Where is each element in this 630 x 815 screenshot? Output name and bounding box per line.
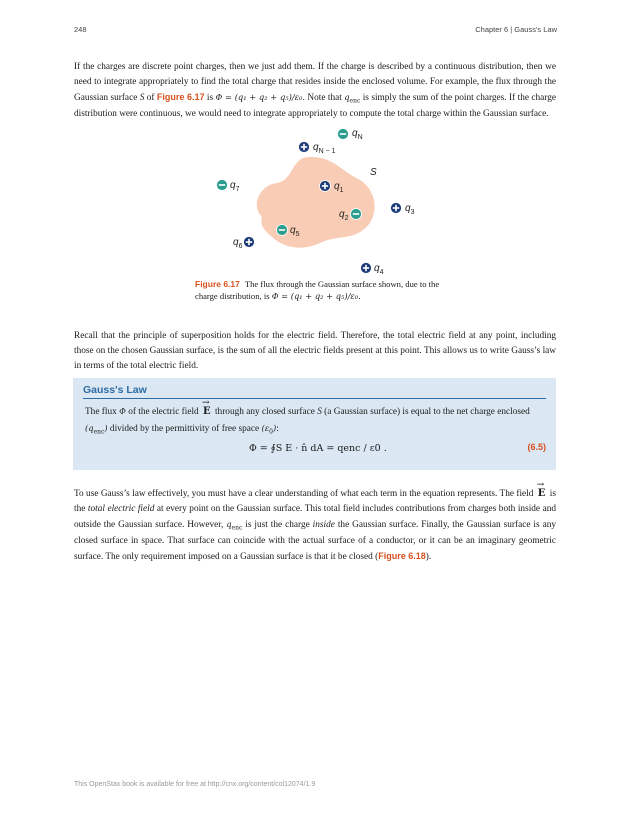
charge-q7-negative [217,180,228,191]
charge-index: 3 [410,209,415,216]
e-vector: → E [536,486,548,501]
charge-label-q2 [339,210,348,220]
box-text [85,404,545,437]
flux-expression: Φ = (q₁ + q₂ + q₅)/ε₀. [215,92,306,103]
charge-label-qn [352,129,363,139]
text: : [276,423,279,434]
qenc-sub: enc [93,428,105,436]
charge-qn-1-positive [299,142,310,153]
eps-e: (ε [261,422,270,433]
charge-q4-positive [361,263,372,274]
charge-index: N − 1 [318,148,336,155]
text: of the electric field [125,407,202,417]
text: divided by the permittivity of free space [107,423,262,434]
charge-symbol: q [230,180,236,191]
charge-q6-positive [244,237,255,248]
charge-symbol: q [352,128,358,139]
box-divider [83,398,546,399]
qenc-symbol [226,519,243,533]
paragraph-superposition: Recall that the principle of superposition holds for the electric field. Therefore, the total electric field at any point, including those on the chosen Gaussian surface, is the sum of all the electric fields present at this point. This allows us to write Gauss’s law in terms of the total electric field. [74,331,556,372]
charge-index: 5 [295,231,300,238]
gauss-law-box [73,378,556,470]
charge-qn-negative [338,129,349,140]
charge-symbol: q [290,225,296,236]
caption-text: The flux through the Gaussian surface shown, due to the charge distribution, is [195,279,440,301]
equation-number: (6.5) [527,442,546,452]
e-vector: → E [201,404,213,420]
text: (a Gaussian surface) is equal to the net charge enclosed [321,407,530,417]
var-s: S [317,407,322,417]
gaussian-surface [257,157,375,248]
paragraph-usage [74,486,556,565]
charge-label-q1 [334,182,343,192]
phi-symbol: Φ [119,406,126,416]
footer-note: This OpenStax book is available for free at http://cnx.org/content/col12074/1.9 [74,781,316,788]
charge-index: 1 [339,187,344,194]
text: The flux [85,407,120,417]
charge-symbol: q [405,203,411,214]
charge-symbol: q [374,263,380,274]
charge-symbol: q [233,237,239,248]
charge-index: N [357,134,363,141]
charge-label-q3 [405,204,414,214]
figure-6-17 [200,125,430,278]
box-title: Gauss's Law [83,384,147,396]
text: of [144,93,157,104]
figure-6-18-link[interactable]: Figure 6.18 [378,550,426,561]
charge-q1-positive [320,181,331,192]
eps-sub: 0 [269,428,273,436]
qenc-q: q [344,92,350,103]
paragraph-intro [74,60,556,122]
caption-expression: Φ = (q₁ + q₂ + q₅)/ε₀. [271,291,361,301]
eps-close: ) [273,422,277,433]
caption-label: Figure 6.17 [195,279,240,289]
charge-symbol: q [339,209,345,220]
text: through any closed surface [212,407,318,417]
charge-symbol: q [313,142,319,153]
qenc-q: q [226,519,232,530]
gauss-equation: Φ = ∮S E · n̂ dA = qenc / ε0 . [249,443,387,454]
charge-index: 7 [235,186,240,193]
charge-q5-negative [277,225,288,236]
charge-index: 4 [379,269,384,276]
charge-index: 2 [344,215,349,222]
emphasis: total electric field [87,504,155,515]
page-number: 248 [74,25,87,34]
qenc-sub: enc [349,98,361,106]
chapter-title: Chapter 6 | Gauss's Law [475,25,557,34]
text: is simply the sum of the point charges. If the charge distribution were continuous, we would need to integrate appropriately to compute the total charge within the Gaussian surface. [74,93,556,119]
qenc-symbol [344,92,361,106]
charge-index: 6 [238,243,243,250]
figure-caption [195,278,445,302]
text: ). [425,551,432,562]
charge-label-q7 [230,181,239,191]
emphasis: inside [312,520,335,531]
epsilon-symbol [261,422,277,436]
charge-label-q5 [290,226,299,236]
qenc-sub: enc [231,525,243,533]
text: the Gaussian surface. Finally, the Gaussian surface is any closed surface in space. That surface can coincide with the actual surface of a conductor, or it can be an imaginary geometric surface. The only requirement imposed on a Gaussian surface is that it be closed ( [74,520,556,562]
qenc-close: ) [104,422,108,433]
text: is just the charge [242,520,313,531]
qenc-q: (q [85,422,94,433]
figure-6-17-link[interactable]: Figure 6.17 [156,92,205,103]
text: If the charges are discrete point charges, then we just add them. If the charge is described by a continuous distribution, then we need to integrate appropriately to find the total charge that resides inside the enclosed volume. For example, the flux through the Gaussian surface [74,62,556,104]
text: To use Gauss’s law effectively, you must have a clear understanding of what each term in the equation represents. The field [74,489,536,499]
charge-label-q4 [374,264,383,274]
charge-q3-positive [391,203,402,214]
var-s: S [139,93,145,104]
text: Note that [305,93,345,104]
charge-symbol: q [334,181,340,192]
surface-label: S [370,167,377,178]
text: is the [74,489,556,515]
charge-q2-negative [351,209,362,220]
charge-label-q6 [233,238,242,248]
qenc-symbol [85,422,108,436]
text: at every point on the Gaussian surface. This total field includes contributions from charges both inside and outside the Gaussian surface. However, [74,504,557,531]
charge-label-qn-1 [313,143,336,153]
text: is [204,93,216,104]
